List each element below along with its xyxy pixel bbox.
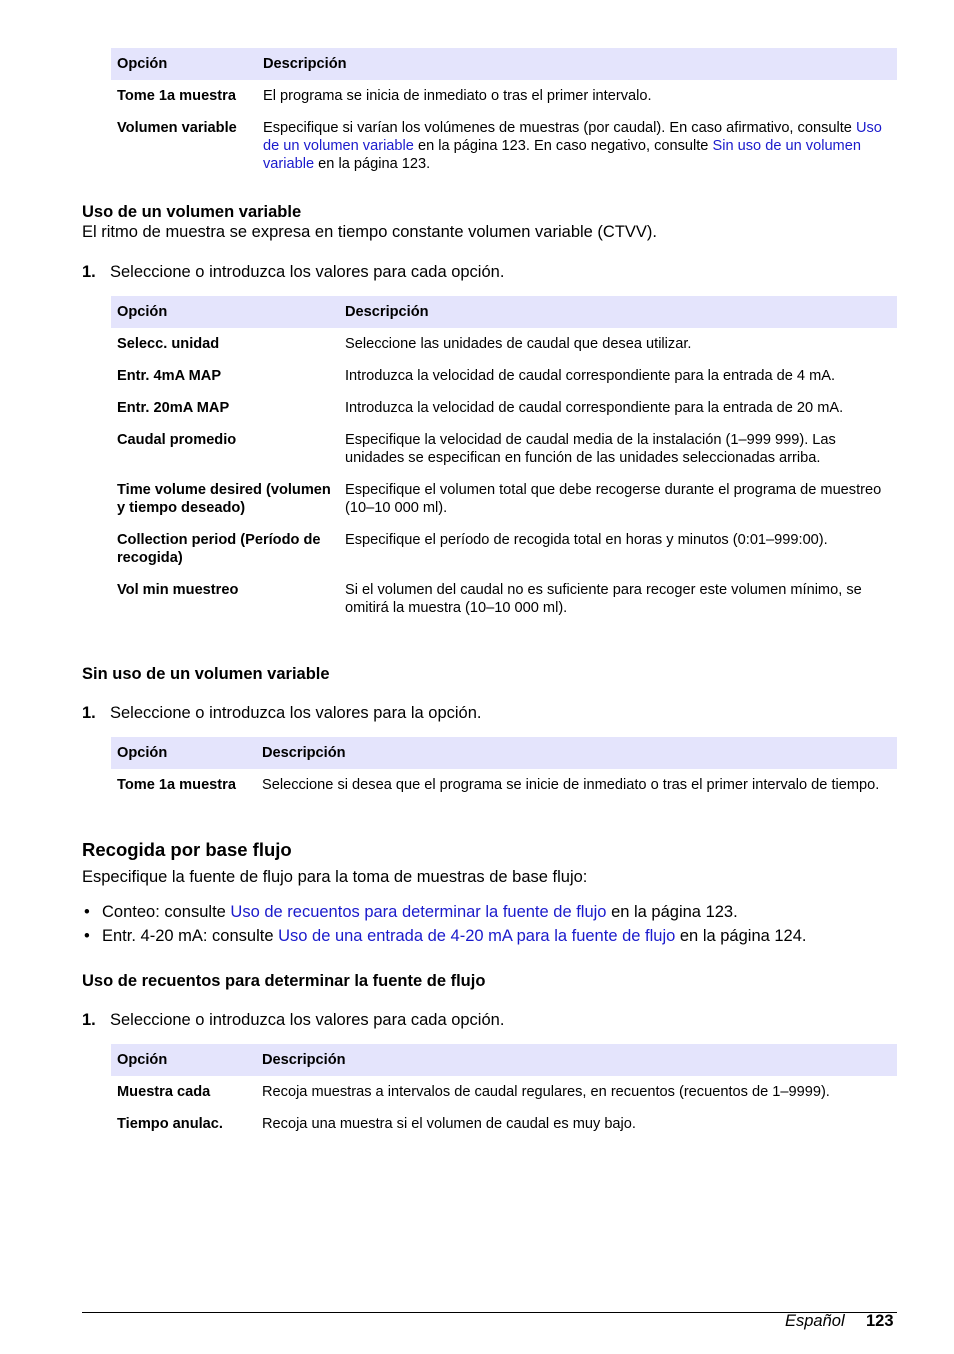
options-table-2 xyxy=(111,296,897,624)
option-name: Tome 1a muestra xyxy=(117,777,236,793)
table-row xyxy=(111,392,897,424)
table-header-row xyxy=(111,48,897,80)
option-description: Introduzca la velocidad de caudal correspondiente para la entrada de 4 mA. xyxy=(345,368,836,384)
options-table-1 xyxy=(111,48,897,180)
table-row xyxy=(111,80,897,112)
option-name: Selecc. unidad xyxy=(117,336,220,352)
table-header-row xyxy=(111,1044,897,1076)
step-text: Seleccione o introduzca los valores para cada opción. xyxy=(110,1011,505,1029)
bullet-text: Entr. 4-20 mA: consulte xyxy=(102,927,279,945)
options-table-4 xyxy=(111,1044,897,1140)
section-intro: El ritmo de muestra se expresa en tiempo constante volumen variable (CTVV). xyxy=(82,223,658,241)
option-name: Time volume desired (volumen y tiempo deseado) xyxy=(117,482,331,516)
column-header-option: Opción xyxy=(111,1044,256,1076)
column-header-option: Opción xyxy=(111,737,256,769)
description-text: en la página 123. xyxy=(314,156,431,172)
bullet-text: en la página 123. xyxy=(606,903,738,921)
table-row xyxy=(111,424,897,474)
option-name: Entr. 20mA MAP xyxy=(117,400,230,416)
step-text: Seleccione o introduzca los valores para la opción. xyxy=(110,704,482,722)
bullet-text: en la página 124. xyxy=(675,927,807,945)
table-header-row xyxy=(111,296,897,328)
option-description: Seleccione si desea que el programa se inicie de inmediato o tras el primer intervalo de tiempo. xyxy=(262,777,880,793)
description-text: Especifique si varían los volúmenes de muestras (por caudal). En caso afirmativo, consulte xyxy=(263,120,856,136)
description-text: en la página 123. En caso negativo, consulte xyxy=(413,138,713,154)
section-heading-recogida-base-flujo: Recogida por base flujo xyxy=(82,839,292,860)
step-number: 1. xyxy=(82,1011,96,1029)
option-name: Vol min muestreo xyxy=(117,582,239,598)
column-header-option: Opción xyxy=(111,48,257,80)
link-uso-recuentos[interactable]: Uso de recuentos para determinar la fuente de flujo xyxy=(230,903,607,921)
table-row xyxy=(111,112,897,180)
bullet-item xyxy=(102,927,807,946)
column-header-option: Opción xyxy=(111,296,339,328)
option-name: Volumen variable xyxy=(117,120,237,136)
option-description: Introduzca la velocidad de caudal correspondiente para la entrada de 20 mA. xyxy=(345,400,844,416)
column-header-description: Descripción xyxy=(256,1044,897,1076)
table-row xyxy=(111,328,897,360)
page-number: 123 xyxy=(866,1312,894,1330)
column-header-description: Descripción xyxy=(339,296,897,328)
option-name: Muestra cada xyxy=(117,1084,211,1100)
table-row xyxy=(111,474,897,524)
table-row xyxy=(111,360,897,392)
option-description: El programa se inicia de inmediato o tras el primer intervalo. xyxy=(263,88,652,104)
bullet-marker: • xyxy=(84,927,90,945)
option-name: Entr. 4mA MAP xyxy=(117,368,222,384)
column-header-description: Descripción xyxy=(257,48,897,80)
option-name: Tiempo anulac. xyxy=(117,1116,223,1132)
link-uso-entrada-4-20ma[interactable]: Uso de una entrada de 4-20 mA para la fuente de flujo xyxy=(278,927,676,945)
option-name: Caudal promedio xyxy=(117,432,237,448)
table-row xyxy=(111,1076,897,1108)
option-description: Especifique el período de recogida total en horas y minutos (0:01–999:00). xyxy=(345,532,828,548)
table-row xyxy=(111,574,897,624)
link-uso-volumen-variable[interactable]: Uso de un volumen variable xyxy=(263,120,882,154)
footer-divider xyxy=(82,1312,897,1313)
option-name: Tome 1a muestra xyxy=(117,88,236,104)
section-heading-uso-recuentos: Uso de recuentos para determinar la fuente de flujo xyxy=(82,972,486,990)
bullet-text: Conteo: consulte xyxy=(102,903,231,921)
option-description xyxy=(257,112,897,180)
option-description: Recoja una muestra si el volumen de caudal es muy bajo. xyxy=(262,1116,636,1132)
section-heading-volumen-variable: Uso de un volumen variable xyxy=(82,203,302,221)
option-description: Seleccione las unidades de caudal que desea utilizar. xyxy=(345,336,692,352)
step-text: Seleccione o introduzca los valores para cada opción. xyxy=(110,263,505,281)
section-heading-sin-volumen-variable: Sin uso de un volumen variable xyxy=(82,665,330,683)
table-row xyxy=(111,769,897,801)
option-description: Recoja muestras a intervalos de caudal regulares, en recuentos (recuentos de 1–9999). xyxy=(262,1084,830,1100)
footer-language: Español xyxy=(785,1312,845,1330)
option-description: Especifique la velocidad de caudal media de la instalación (1–999 999). Las unidades se especifican en función de las unidades seleccionadas arriba. xyxy=(345,432,836,466)
link-sin-uso-volumen-variable[interactable]: Sin uso de un volumen variable xyxy=(263,138,861,172)
options-table-3 xyxy=(111,737,897,801)
bullet-item xyxy=(102,903,738,922)
table-header-row xyxy=(111,737,897,769)
option-description: Especifique el volumen total que debe recogerse durante el programa de muestreo (10–10 000 ml). xyxy=(345,482,882,516)
option-name: Collection period (Período de recogida) xyxy=(117,532,321,566)
table-row xyxy=(111,1108,897,1140)
step-number: 1. xyxy=(82,704,96,722)
column-header-description: Descripción xyxy=(256,737,897,769)
step-number: 1. xyxy=(82,263,96,281)
option-description: Si el volumen del caudal no es suficiente para recoger este volumen mínimo, se omitirá la muestra (10–10 000 ml). xyxy=(345,582,862,616)
section-intro: Especifique la fuente de flujo para la toma de muestras de base flujo: xyxy=(82,868,588,886)
table-row xyxy=(111,524,897,574)
bullet-marker: • xyxy=(84,903,90,921)
